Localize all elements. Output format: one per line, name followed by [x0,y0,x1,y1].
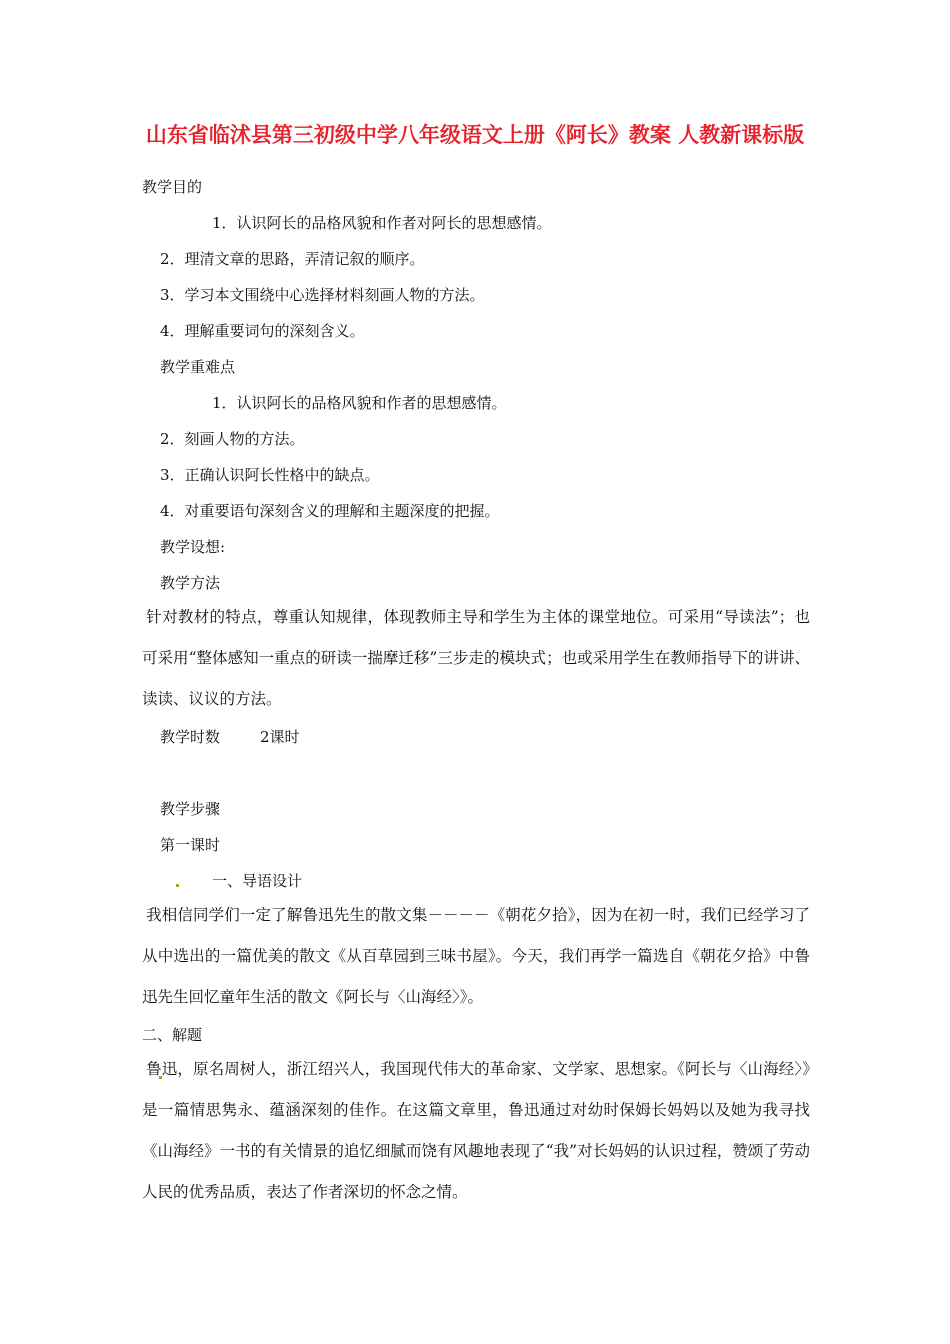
hours-label: 教学时数 [160,728,221,746]
intro-text: 我相信同学们一定了解鲁迅先生的散文集－－－－《朝花夕拾》，因为在初一时，我们已经学习了从中选出的一篇优美的散文《从百草园到三味书屋》。今天，我们再学一篇选自《朝花夕拾》中鲁迅先生回忆童年生活的散文《阿长与〈山海经〉》。 [142,906,810,1006]
explain-heading: 二、解题 [142,1026,203,1044]
explain-text: 鲁迅，原名周树人，浙江绍兴人，我国现代伟大的革命家、文学家、思想家。《阿长与〈山海经〉》是一篇情思隽永、蕴涵深刻的佳作。在这篇文章里，鲁迅通过对幼时保姆长妈妈以及她为我寻找《山海经》一书的有关情景的追忆细腻而饶有风趣地表现了“我”对长妈妈的认识过程，赞颂了劳动人民的优秀品质，表达了作者深切的怀念之情。 [142,1060,810,1201]
objective-item: 4．理解重要词句的深刻含义。 [160,322,365,340]
key-point-item: 3．正确认识阿长性格中的缺点。 [160,466,380,484]
objective-item: 1．认识阿长的品格风貌和作者对阿长的思想感情。 [212,214,552,232]
hours-value: 2课时 [260,728,300,746]
key-point-item: 2．刻画人物的方法。 [160,430,305,448]
objective-item: 2．理清文章的思路，弄清记叙的顺序。 [160,250,425,268]
method-paragraph [142,597,810,720]
design-heading: 教学设想: [160,538,226,556]
method-heading: 教学方法 [160,574,221,592]
method-text: 针对教材的特点，尊重认知规律，体现教师主导和学生为主体的课堂地位。可采用“导读法”；也可采用“整体感知一重点的研读一揣摩迁移”三步走的模块式；也或采用学生在教师指导下的讲讲、读读、议议的方法。 [142,608,810,708]
key-point-item: 4．对重要语句深刻含义的理解和主题深度的把握。 [160,502,500,520]
steps-heading: 教学步骤 [160,800,221,818]
bullet-mark [176,884,179,887]
objectives-heading: 教学目的 [142,178,203,196]
key-points-heading: 教学重难点 [160,358,236,376]
document-title: 山东省临沭县第三初级中学八年级语文上册《阿长》教案 人教新课标版 [145,123,805,147]
intro-paragraph [142,895,810,1018]
intro-heading: 一、导语设计 [212,872,303,890]
explain-paragraph [142,1049,810,1213]
lesson-heading: 第一课时 [160,836,221,854]
objective-item: 3．学习本文围绕中心选择材料刻画人物的方法。 [160,286,485,304]
key-point-item: 1．认识阿长的品格风貌和作者的思想感情。 [212,394,507,412]
